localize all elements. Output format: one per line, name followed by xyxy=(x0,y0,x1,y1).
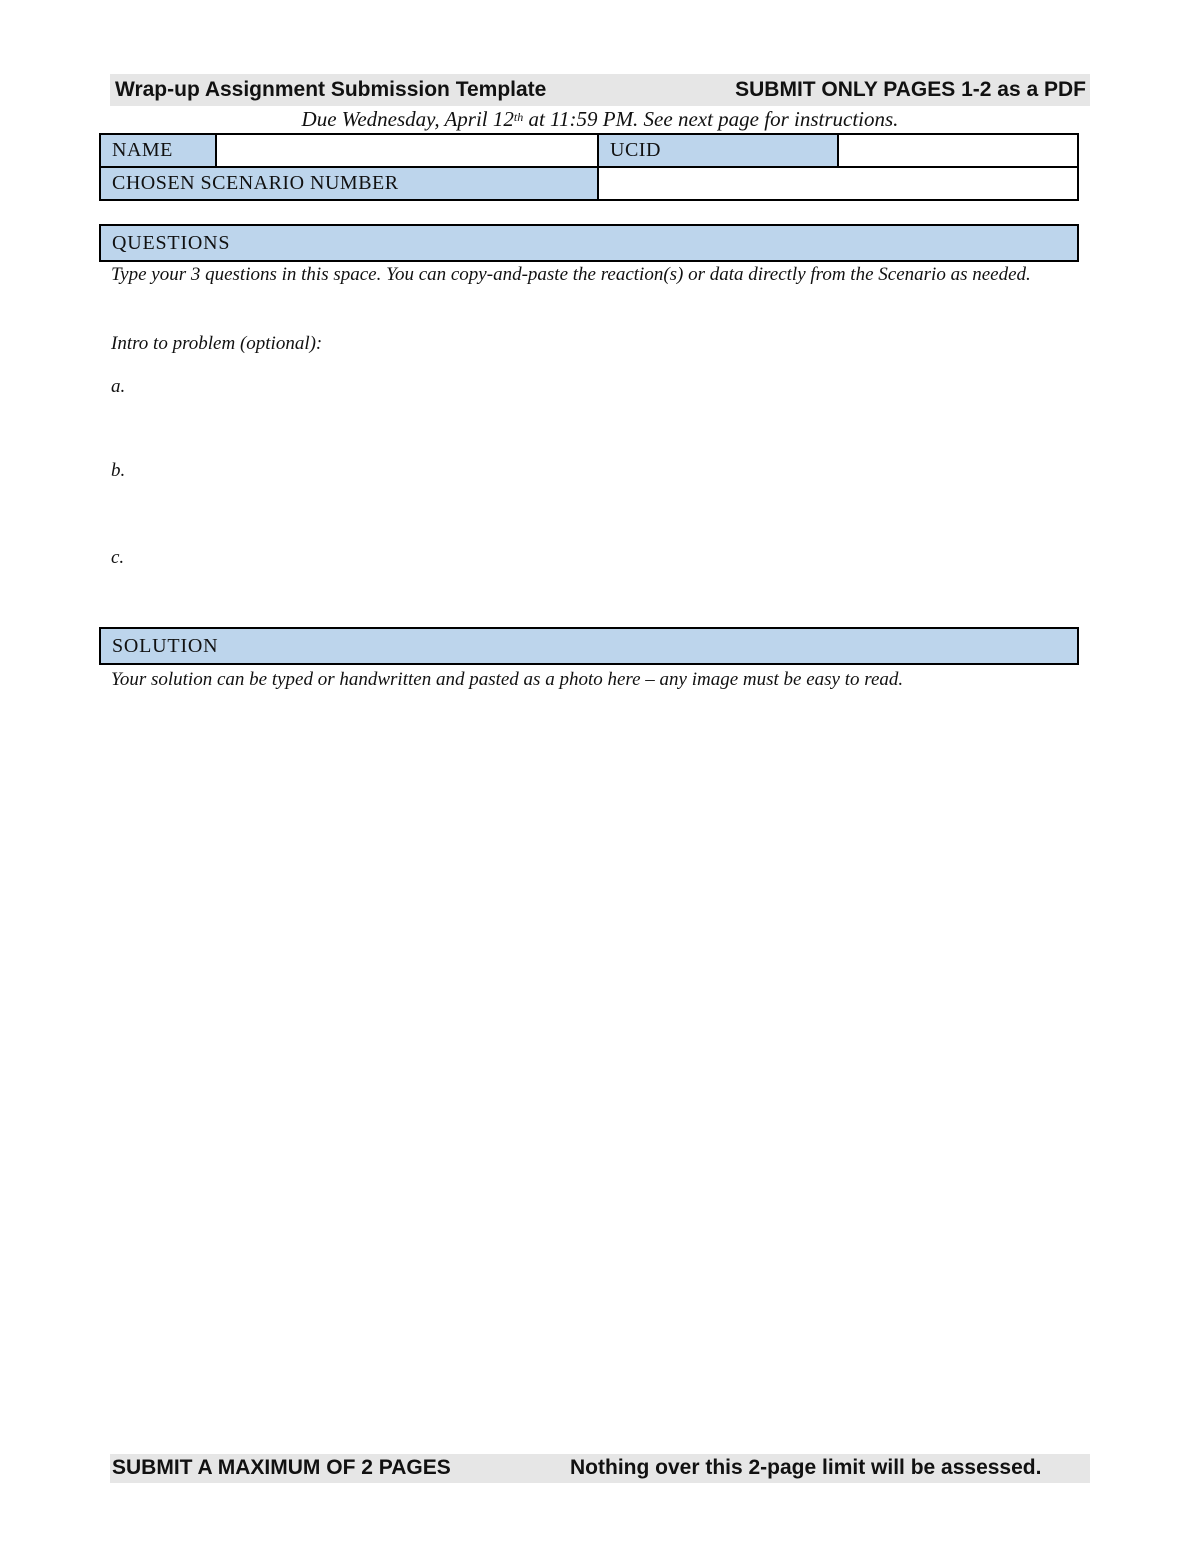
due-date-line xyxy=(100,106,1100,133)
student-info-table xyxy=(99,133,1079,201)
submit-note: SUBMIT ONLY PAGES 1-2 as a PDF xyxy=(735,78,1086,101)
footer-band xyxy=(110,1454,1090,1483)
solution-instructions: Your solution can be typed or handwritten and pasted as a photo here – any image must be easy to read. xyxy=(111,669,904,690)
name-field[interactable] xyxy=(216,134,598,167)
scenario-field[interactable] xyxy=(598,167,1078,200)
question-a[interactable]: a. xyxy=(111,376,126,397)
name-ucid-row xyxy=(100,134,1078,167)
questions-heading: QUESTIONS xyxy=(99,224,1079,262)
questions-intro[interactable]: Intro to problem (optional): xyxy=(111,333,323,354)
scenario-row xyxy=(100,167,1078,200)
questions-instructions: Type your 3 questions in this space. You can copy-and-paste the reaction(s) or data directly from the Scenario as needed. xyxy=(111,264,1031,285)
question-c[interactable]: c. xyxy=(111,547,125,568)
document-title: Wrap-up Assignment Submission Template xyxy=(115,78,547,101)
footer-page-limit: SUBMIT A MAXIMUM OF 2 PAGES xyxy=(112,1456,451,1479)
solution-heading: SOLUTION xyxy=(99,627,1079,665)
ucid-label: UCID xyxy=(598,134,838,167)
footer-assessment-note: Nothing over this 2-page limit will be assessed. xyxy=(570,1456,1042,1479)
header-band xyxy=(110,74,1090,106)
question-b[interactable]: b. xyxy=(111,460,126,481)
due-suffix: at 11:59 PM. See next page for instructions. xyxy=(523,107,899,131)
name-label: NAME xyxy=(100,134,216,167)
due-superscript: th xyxy=(513,110,524,124)
ucid-field[interactable] xyxy=(838,134,1078,167)
scenario-label: CHOSEN SCENARIO NUMBER xyxy=(100,167,598,200)
due-prefix: Due Wednesday, April 12 xyxy=(301,107,514,131)
